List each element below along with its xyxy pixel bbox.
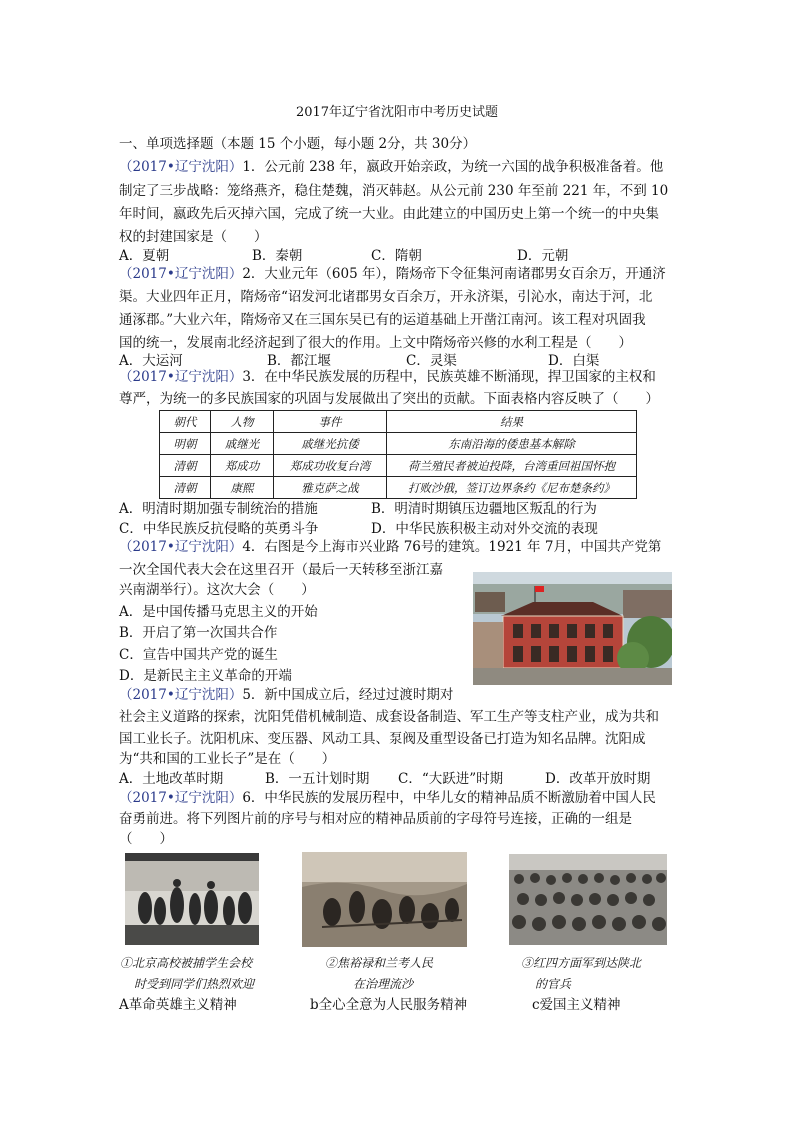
q2-option-c[interactable]: C．灵渠 bbox=[406, 353, 457, 369]
q6-source: （2017•辽宁沈阳） bbox=[119, 790, 243, 806]
table-cell: 东南沿海的倭患基本解除 bbox=[387, 433, 637, 455]
photo-1-caption: ①北京高校被捕学生会校 时受到同学们热烈欢迎 bbox=[120, 956, 255, 991]
table-cell: 戚继光抗倭 bbox=[274, 433, 387, 455]
q2-line-3: 通涿郡。”大业六年，隋炀帝又在三国东吴已有的运道基础上开凿江南河。该工程对巩固我 bbox=[119, 312, 646, 328]
q1-line-2: 制定了三步战略：笼络燕齐，稳住楚魏，消灭韩赵。从公元前 230 年至前 221 年，不到 10 bbox=[119, 183, 669, 199]
q5-line-4: 为“共和国的工业长子”是在（ ） bbox=[119, 751, 336, 767]
q4-option-c[interactable]: C．宣告中国共产党的诞生 bbox=[119, 647, 278, 663]
q4-line-3: 兴南湖举行）。这次大会（ ） bbox=[119, 582, 315, 598]
q5-option-c[interactable]: C．“大跃进”时期 bbox=[398, 771, 504, 787]
q4-source: （2017•辽宁沈阳） bbox=[119, 539, 243, 555]
spirit-option-b[interactable]: b全心全意为人民服务精神 bbox=[310, 997, 468, 1013]
q1-line-4: 权的封建国家是（ ） bbox=[119, 229, 268, 245]
q6-line-1: （2017•辽宁沈阳）6．中华民族的发展历程中，中华儿女的精神品质不断激励着中国人民 bbox=[119, 790, 656, 806]
q1-option-c[interactable]: C．隋朝 bbox=[371, 248, 422, 264]
q2-option-d[interactable]: D．白渠 bbox=[548, 353, 600, 369]
q3-option-c[interactable]: C．中华民族反抗侵略的英勇斗争 bbox=[119, 521, 319, 537]
red-army-photo bbox=[509, 854, 667, 945]
q4-option-d[interactable]: D．是新民主主义革命的开端 bbox=[119, 668, 292, 684]
q5-line-2: 社会主义道路的探索，沈阳凭借机械制造、成套设备制造、军工生产等支柱产业，成为共和 bbox=[119, 709, 659, 725]
students-welcome-photo bbox=[125, 853, 259, 945]
congress-building-photo bbox=[473, 572, 672, 685]
table-header-cell: 人物 bbox=[211, 411, 274, 433]
table-row bbox=[160, 433, 637, 455]
table-cell: 郑成功收复台湾 bbox=[274, 455, 387, 477]
q4-line-2: 一次全国代表大会在这里召开（最后一天转移至浙江嘉 bbox=[119, 562, 443, 578]
table-cell: 明朝 bbox=[160, 433, 211, 455]
q5-line-1: （2017•辽宁沈阳）5．新中国成立后，经过过渡时期对 bbox=[119, 687, 454, 703]
q1-option-a[interactable]: A．夏朝 bbox=[119, 248, 170, 264]
q1-option-b[interactable]: B．秦朝 bbox=[252, 248, 303, 264]
table-cell: 清朝 bbox=[160, 477, 211, 499]
q1-line-3: 年时间，嬴政先后灭掉六国，完成了统一大业。由此建立的中国历史上第一个统一的中央集 bbox=[119, 206, 659, 222]
photo-3-caption: ③红四方面军到达陕北 的官兵 bbox=[521, 956, 642, 991]
q3-option-d[interactable]: D．中华民族积极主动对外交流的表现 bbox=[371, 521, 598, 537]
q6-line-2: 奋勇前进。将下列图片前的序号与相对应的精神品质前的字母符号连接，正确的一组是 bbox=[119, 811, 632, 827]
table-cell: 打败沙俄，签订边界条约《尼布楚条约》 bbox=[387, 477, 637, 499]
table-cell: 戚继光 bbox=[211, 433, 274, 455]
table-row bbox=[160, 477, 637, 499]
q2-line-2: 渠。大业四年正月，隋炀帝“诏发河北诸郡男女百余万，开永济渠，引沁水，南达于河，北 bbox=[119, 289, 653, 305]
table-cell: 荷兰殖民者被迫投降，台湾重回祖国怀抱 bbox=[387, 455, 637, 477]
table-cell: 雅克萨之战 bbox=[274, 477, 387, 499]
q6-line-3: （ ） bbox=[119, 831, 173, 847]
q3-line-2: 尊严，为统一的多民族国家的巩固与发展做出了突出的贡献。下面表格内容反映了（ ） bbox=[119, 391, 659, 407]
q2-line-4: 国的统一，发展南北经济起到了很大的作用。上文中隋炀帝兴修的水利工程是（ ） bbox=[119, 335, 632, 351]
q5-line-3: 国工业长子。沈阳机床、变压器、风动工具、泵阀及重型设备已打造为知名品牌。沈阳成 bbox=[119, 731, 646, 747]
table-header-row bbox=[160, 411, 637, 433]
spirit-option-c[interactable]: c爱国主义精神 bbox=[532, 997, 621, 1013]
q3-option-a[interactable]: A．明清时期加强专制统治的措施 bbox=[119, 501, 318, 517]
q2-option-b[interactable]: B．都江堰 bbox=[267, 353, 331, 369]
q5-source: （2017•辽宁沈阳） bbox=[119, 687, 243, 703]
q1-source: （2017•辽宁沈阳） bbox=[119, 159, 243, 175]
q5-option-a[interactable]: A．土地改革时期 bbox=[119, 771, 224, 787]
table-cell: 康熙 bbox=[211, 477, 274, 499]
sand-control-photo bbox=[302, 852, 467, 947]
q5-option-b[interactable]: B．一五计划时期 bbox=[265, 771, 370, 787]
spirit-option-a[interactable]: A革命英雄主义精神 bbox=[119, 997, 237, 1013]
q1-option-d[interactable]: D．元朝 bbox=[517, 248, 569, 264]
q5-option-d[interactable]: D．改革开放时期 bbox=[545, 771, 651, 787]
q3-source: （2017•辽宁沈阳） bbox=[119, 369, 243, 385]
history-table bbox=[159, 410, 637, 499]
table-header-cell: 朝代 bbox=[160, 411, 211, 433]
photo-2-caption: ②焦裕禄和兰考人民 在治理流沙 bbox=[325, 956, 434, 991]
q3-option-b[interactable]: B．明清时期镇压边疆地区叛乱的行为 bbox=[371, 501, 597, 517]
q4-line-1: （2017•辽宁沈阳）4．右图是今上海市兴业路 76号的建筑。1921 年 7月，中国共产党第 bbox=[119, 539, 662, 555]
table-cell: 清朝 bbox=[160, 455, 211, 477]
section-heading: 一、单项选择题（本题 15 个小题，每小题 2分，共 30分） bbox=[119, 136, 477, 152]
q1-line-1: （2017•辽宁沈阳）1．公元前 238 年，嬴政开始亲政，为统一六国的战争积极准备着。他 bbox=[119, 159, 664, 175]
table-header-cell: 事件 bbox=[274, 411, 387, 433]
q2-option-a[interactable]: A．大运河 bbox=[119, 353, 183, 369]
table-row bbox=[160, 455, 637, 477]
q2-line-1: （2017•辽宁沈阳）2．大业元年（605 年），隋炀帝下令征集河南诸郡男女百余万，开通济 bbox=[119, 266, 666, 282]
q4-option-b[interactable]: B．开启了第一次国共合作 bbox=[119, 625, 278, 641]
table-header-cell: 结果 bbox=[387, 411, 637, 433]
q2-source: （2017•辽宁沈阳） bbox=[119, 266, 243, 282]
table-cell: 郑成功 bbox=[211, 455, 274, 477]
q3-line-1: （2017•辽宁沈阳）3．在中华民族发展的历程中，民族英雄不断涌现，捍卫国家的主权和 bbox=[119, 369, 656, 385]
q4-option-a[interactable]: A．是中国传播马克思主义的开始 bbox=[119, 604, 318, 620]
page-title: 2017年辽宁省沈阳市中考历史试题 bbox=[295, 105, 499, 120]
